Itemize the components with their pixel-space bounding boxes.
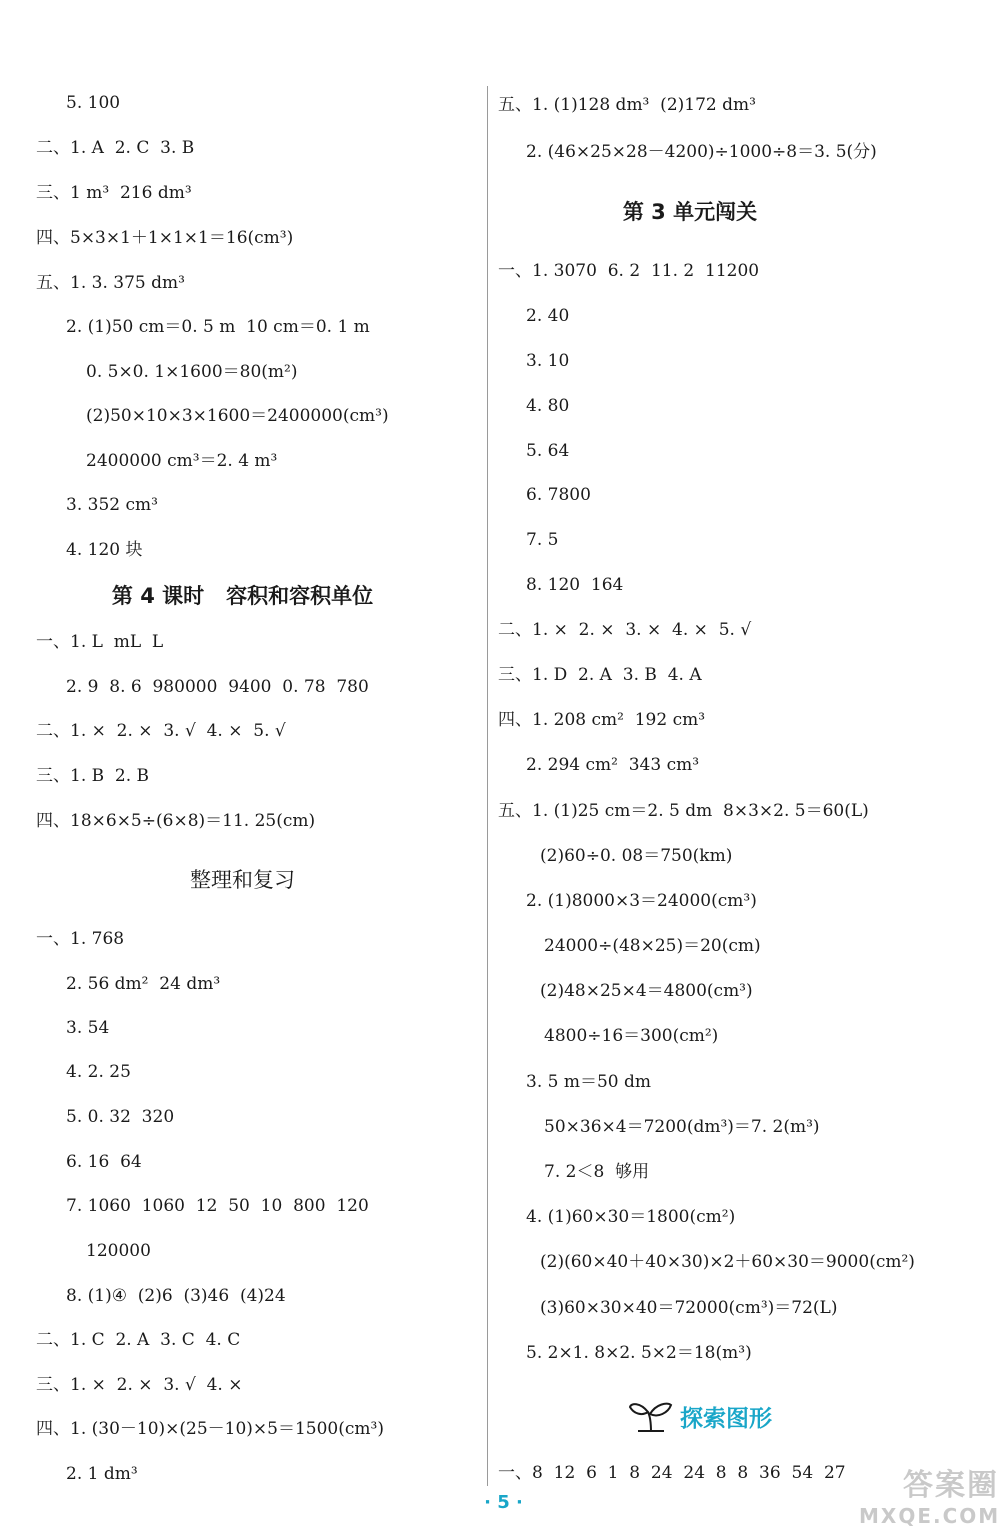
answer-line: 2400000 cm³＝2. 4 m³ xyxy=(86,451,278,471)
answer-line: 四、1. 208 cm² 192 cm³ xyxy=(498,710,706,730)
answer-line: 6. 16 64 xyxy=(66,1152,142,1172)
answer-line: 五、1. 3. 375 dm³ xyxy=(36,273,185,293)
answer-line: 120000 xyxy=(86,1241,151,1261)
answer-line: 四、18×6×5÷(6×8)＝11. 25(cm) xyxy=(36,811,316,831)
answer-line: 4800÷16＝300(cm²) xyxy=(544,1026,719,1046)
watermark-line: 答案圈 xyxy=(903,1468,999,1503)
answer-line: 5. 2×1. 8×2. 5×2＝18(m³) xyxy=(526,1343,752,1363)
section-heading: 第 3 单元闯关 xyxy=(622,200,758,224)
answer-line: 2. 40 xyxy=(526,306,570,326)
explore-shapes-heading xyxy=(628,1398,772,1434)
answer-line: 一、1. L mL L xyxy=(36,632,164,652)
answer-line: 3. 54 xyxy=(66,1018,110,1038)
answer-line: 2. 56 dm² 24 dm³ xyxy=(66,974,221,994)
answer-line: 3. 5 m＝50 dm xyxy=(526,1072,652,1092)
answer-line: 2. (46×25×28－4200)÷1000÷8＝3. 5(分) xyxy=(526,142,877,162)
answer-line: 2. 1 dm³ xyxy=(66,1464,138,1484)
answer-line: 一、1. 3070 6. 2 11. 2 11200 xyxy=(498,261,760,281)
answer-line: (3)60×30×40＝72000(cm³)＝72(L) xyxy=(540,1298,838,1318)
page-number: · 5 · xyxy=(484,1492,523,1513)
answer-line: 2. (1)50 cm＝0. 5 m 10 cm＝0. 1 m xyxy=(66,317,370,337)
answer-line: 4. 80 xyxy=(526,396,570,416)
answer-line: 3. 352 cm³ xyxy=(66,495,158,515)
answer-line: (2)(60×40＋40×30)×2＋60×30＝9000(cm²) xyxy=(540,1252,915,1272)
answer-line: 0. 5×0. 1×1600＝80(m²) xyxy=(86,362,298,382)
answer-line: 2. 9 8. 6 980000 9400 0. 78 780 xyxy=(66,677,369,697)
sprout-icon xyxy=(628,1398,674,1434)
answer-line: 4. 2. 25 xyxy=(66,1062,131,1082)
explore-shapes-title: 探索图形 xyxy=(680,1405,772,1432)
answer-line: 8. (1)④ (2)6 (3)46 (4)24 xyxy=(66,1286,286,1306)
answer-line: 二、1. C 2. A 3. C 4. C xyxy=(36,1330,241,1350)
answer-line: 5. 100 xyxy=(66,93,121,113)
watermark-logo xyxy=(859,1460,999,1530)
answer-line: 5. 0. 32 320 xyxy=(66,1107,175,1127)
answer-line: 7. 2＜8 够用 xyxy=(544,1162,650,1182)
answer-line: (2)50×10×3×1600＝2400000(cm³) xyxy=(86,406,389,426)
column-divider xyxy=(487,86,488,1486)
answer-line: 24000÷(48×25)＝20(cm) xyxy=(544,936,761,956)
answer-line: 3. 10 xyxy=(526,351,570,371)
answer-line: 2. 294 cm² 343 cm³ xyxy=(526,755,700,775)
answer-line: 二、1. × 2. × 3. × 4. × 5. √ xyxy=(498,620,752,640)
answer-line: (2)48×25×4＝4800(cm³) xyxy=(540,981,753,1001)
answer-line: 7. 5 xyxy=(526,530,559,550)
watermark-line: MXQE.COM xyxy=(859,1504,1001,1528)
answer-line: 4. (1)60×30＝1800(cm²) xyxy=(526,1207,736,1227)
answer-line: 50×36×4＝7200(dm³)＝7. 2(m³) xyxy=(544,1117,820,1137)
watermark-text xyxy=(859,1460,999,1528)
answer-line: (2)60÷0. 08＝750(km) xyxy=(540,846,733,866)
section-heading: 第 4 课时 容积和容积单位 xyxy=(111,584,374,608)
answer-line: 8. 120 164 xyxy=(526,575,624,595)
answer-line: 7. 1060 1060 12 50 10 800 120 xyxy=(66,1196,369,1216)
answer-line: 一、1. 768 xyxy=(36,929,125,949)
answer-line: 三、1. × 2. × 3. √ 4. × xyxy=(36,1375,243,1395)
answer-line: 三、1. B 2. B xyxy=(36,766,150,786)
answer-line: 6. 7800 xyxy=(526,485,591,505)
answer-line: 二、1. × 2. × 3. √ 4. × 5. √ xyxy=(36,721,286,741)
answer-line: 三、1 m³ 216 dm³ xyxy=(36,183,192,203)
answer-line: 一、8 12 6 1 8 24 24 8 8 36 54 27 xyxy=(498,1463,846,1483)
answer-line: 二、1. A 2. C 3. B xyxy=(36,138,195,158)
section-heading: 整理和复习 xyxy=(190,868,295,892)
answer-line: 五、1. (1)128 dm³ (2)172 dm³ xyxy=(498,95,756,115)
answer-line: 三、1. D 2. A 3. B 4. A xyxy=(498,665,702,685)
answer-line: 4. 120 块 xyxy=(66,540,143,560)
answer-line: 四、5×3×1＋1×1×1＝16(cm³) xyxy=(36,228,294,248)
answer-line: 5. 64 xyxy=(526,441,570,461)
answer-line: 五、1. (1)25 cm＝2. 5 dm 8×3×2. 5＝60(L) xyxy=(498,801,869,821)
answer-line: 2. (1)8000×3＝24000(cm³) xyxy=(526,891,757,911)
answer-line: 四、1. (30－10)×(25－10)×5＝1500(cm³) xyxy=(36,1419,384,1439)
